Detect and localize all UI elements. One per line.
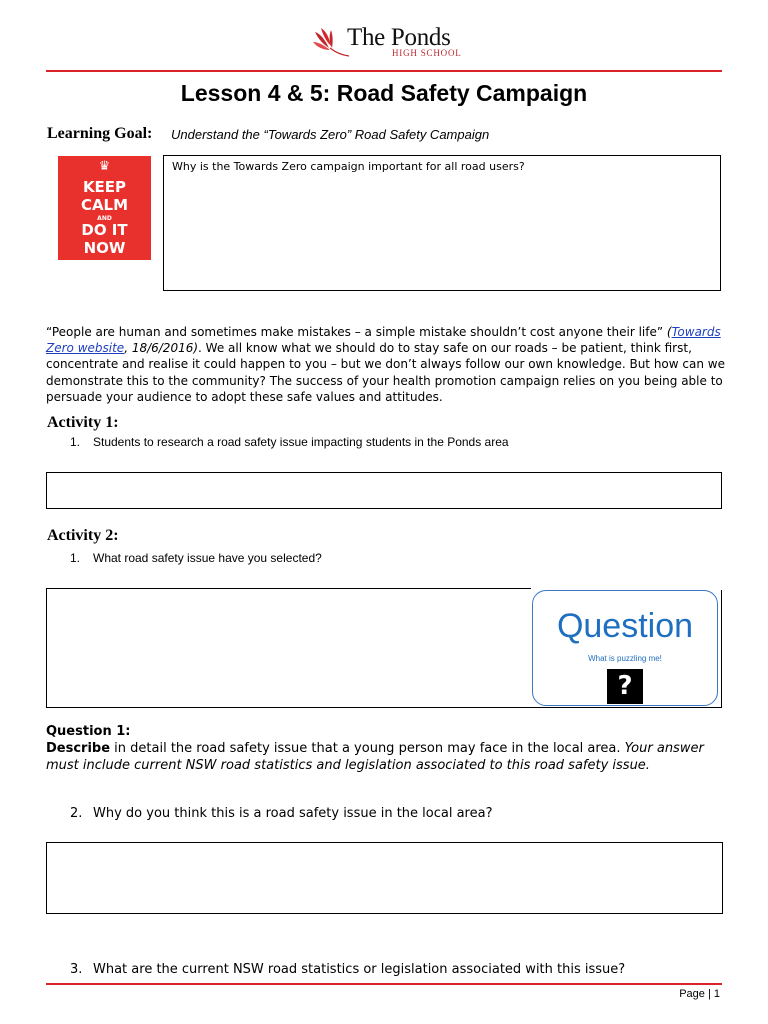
keep-calm-poster xyxy=(58,156,151,260)
logo-leaf-icon xyxy=(311,26,351,58)
list-number: 1. xyxy=(70,435,81,449)
logo-title: The Ponds xyxy=(347,24,451,51)
learning-goal-label: Learning Goal: xyxy=(47,125,153,142)
question-card xyxy=(532,590,718,706)
answer-box-activity1[interactable] xyxy=(46,472,722,509)
crown-icon: ♛ xyxy=(98,159,111,174)
activity2-item-text: What road safety issue have you selected? xyxy=(93,551,322,565)
question-card-title: Question xyxy=(556,607,694,645)
citation-text: , 18/6/2016) xyxy=(124,341,199,356)
open-paren: ( xyxy=(666,325,672,339)
activity2-heading: Activity 2: xyxy=(47,527,119,544)
question-card-subtitle: What is puzzling me! xyxy=(588,654,662,663)
activity1-heading: Activity 1: xyxy=(47,414,119,431)
poster-line: DO IT xyxy=(81,221,128,239)
list-number: 1. xyxy=(70,551,81,565)
question2-text: Why do you think this is a road safety issue in the local area? xyxy=(93,806,493,821)
question1-label: Question 1: xyxy=(46,724,131,739)
towards-zero-link[interactable]: Towards Zero website xyxy=(46,325,721,356)
answer-box-question2[interactable] xyxy=(46,842,723,914)
page-number: Page | 1 xyxy=(679,988,720,1000)
question2-item xyxy=(70,806,492,821)
activity1-item-text: Students to research a road safety issue impacting students in the Ponds area xyxy=(93,435,509,449)
answer-box-intro[interactable] xyxy=(163,155,721,291)
poster-line: NOW xyxy=(83,239,126,257)
quote-text: “People are human and sometimes make mistakes – a simple mistake shouldn’t cost anyone their life” xyxy=(46,325,664,339)
footer-rule xyxy=(46,983,722,985)
header-rule xyxy=(46,70,722,72)
paragraph-rest: . We all know what we should do to stay safe on our roads – be patient, think first, concentrate and realise it could happen to you – but we don’t always follow our own knowledge. But how can we demonstrate this to the community? The success of your health promotion campaign relies on you being able to persuade your audience to adopt these safe values and attitudes. xyxy=(46,341,725,404)
question3-text: What are the current NSW road statistics or legislation associated with this issue? xyxy=(93,962,626,977)
poster-line: CALM xyxy=(80,196,129,214)
page-title: Lesson 4 & 5: Road Safety Campaign xyxy=(180,80,588,106)
question1-body xyxy=(46,741,726,774)
question-mark-icon: ? xyxy=(607,669,643,704)
activity2-item xyxy=(70,551,322,565)
intro-question: Why is the Towards Zero campaign important for all road users? xyxy=(172,160,525,173)
learning-goal-text: Understand the “Towards Zero” Road Safety Campaign xyxy=(171,127,490,142)
logo-subtitle: HIGH SCHOOL xyxy=(392,48,462,58)
question3-item xyxy=(70,962,625,977)
poster-line: AND xyxy=(97,215,112,222)
list-number: 2. xyxy=(70,806,83,821)
intro-paragraph xyxy=(46,324,726,405)
poster-line: KEEP xyxy=(82,178,127,196)
question1-text: in detail the road safety issue that a young person may face in the local area. xyxy=(110,741,625,756)
activity1-item xyxy=(70,435,509,449)
question1-italic: Your answer must include current NSW road statistics and legislation associated to this road safety issue. xyxy=(46,741,704,773)
list-number: 3. xyxy=(70,962,83,977)
question1-verb: Describe xyxy=(46,741,111,756)
